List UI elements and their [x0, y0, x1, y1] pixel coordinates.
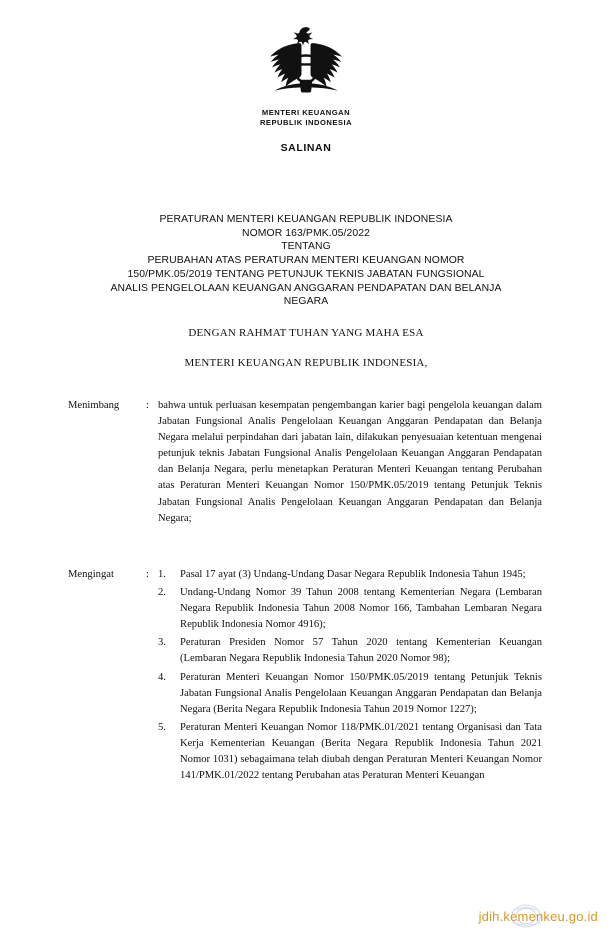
copy-mark: SALINAN	[280, 141, 332, 154]
list-item	[158, 720, 542, 784]
footer-url: jdih.kemenkeu.go.id	[478, 909, 598, 924]
list-item-text: Peraturan Presiden Nomor 57 Tahun 2020 tentang Kementerian Keuangan (Lembaran Negara Republik Indonesia Tahun 2020 Nomor 98);	[180, 637, 542, 665]
title-line-5: 150/PMK.05/2019 TENTANG PETUNJUK TEKNIS JABATAN FUNGSIONAL	[127, 268, 485, 280]
recalling-list-wrapper	[158, 567, 542, 786]
list-item-number: 2.	[158, 587, 166, 599]
list-item	[158, 635, 542, 667]
list-item	[158, 567, 542, 583]
title-line-1: PERATURAN MENTERI KEUANGAN REPUBLIK INDONESIA	[159, 214, 453, 225]
considering-label: Menimbang	[68, 400, 120, 411]
list-item-text: Peraturan Menteri Keuangan Nomor 118/PMK.01/2021 tentang Organisasi dan Tata Kerja Kementerian Keuangan (Berita Negara Republik Indonesia Tahun 2021 Nomor 1031) sebagaimana telah diubah dengan Peraturan Menteri Keuangan Nomor 141/PMK.01/2022 tentang Perubahan atas Peraturan Menteri Keuangan	[180, 721, 542, 782]
list-item-number: 1.	[158, 569, 166, 580]
title-line-6: ANALIS PENGELOLAAN KEUANGAN ANGGARAN PENDAPATAN DAN BELANJA	[110, 282, 502, 294]
list-item	[158, 670, 542, 718]
considering-clause	[68, 398, 542, 527]
blessing-line: DENGAN RAHMAT TUHAN YANG MAHA ESA	[188, 327, 424, 339]
title-line-3: TENTANG	[281, 241, 331, 253]
considering-colon: :	[146, 400, 149, 411]
title-line-7: NEGARA	[283, 296, 329, 308]
list-item-text: Pasal 17 ayat (3) Undang-Undang Dasar Negara Republik Indonesia Tahun 1945;	[180, 569, 526, 580]
document-header	[0, 24, 612, 154]
considering-text: bahwa untuk perluasan kesempatan pengembangan karier bagi pengelola keuangan dalam Jabatan Fungsional Analis Pengelolaan Keuangan Anggaran Pendapatan dan Belanja Negara melalui perpindahan dari jabatan lain, dilakukan penyesuaian ketentuan mengenai petunjuk teknis Jabatan Fungsional Analis Pengelolaan Keuangan Anggaran Pendapatan dan Belanja Negara, perlu menetapkan Peraturan Menteri Keuangan tentang Perubahan atas Peraturan Menteri Keuangan Nomor 150/PMK.05/2019 tentang Petunjuk Teknis Jabatan Fungsional Analis Pengelolaan Keuangan Anggaran Pendapatan dan Belanja Negara;	[158, 400, 542, 524]
list-item-number: 3.	[158, 637, 166, 649]
ministry-name-line1: MENTERI KEUANGAN	[261, 108, 351, 117]
list-item-text: Undang-Undang Nomor 39 Tahun 2008 tentang Kementerian Negara (Lembaran Negara Republik Indonesia Tahun 2008 Nomor 166, Tambahan Lembaran Negara Republik Indonesia Nomor 4916);	[180, 587, 542, 631]
title-line-2: NOMOR 163/PMK.05/2022	[241, 227, 370, 239]
garuda-pancasila-emblem	[258, 24, 354, 102]
recalling-clause	[68, 567, 542, 786]
ministry-name-line2: REPUBLIK INDONESIA	[259, 118, 353, 128]
title-line-4: PERUBAHAN ATAS PERATURAN MENTERI KEUANGAN NOMOR	[147, 255, 465, 267]
list-item	[158, 585, 542, 633]
list-item-number: 5.	[158, 721, 166, 733]
document-title	[48, 213, 564, 309]
recalling-list	[158, 567, 542, 784]
list-item-number: 4.	[158, 671, 166, 683]
recalling-label: Mengingat	[68, 569, 114, 580]
list-item-text: Peraturan Menteri Keuangan Nomor 150/PMK.05/2019 tentang Petunjuk Teknis Jabatan Fungsional Analis Pengelolaan Keuangan Anggaran Pendapatan dan Belanja Negara (Berita Negara Republik Indonesia Tahun 2019 Nomor 1227);	[180, 671, 542, 715]
recalling-colon: :	[146, 569, 149, 580]
issuing-authority: MENTERI KEUANGAN REPUBLIK INDONESIA,	[184, 357, 428, 369]
